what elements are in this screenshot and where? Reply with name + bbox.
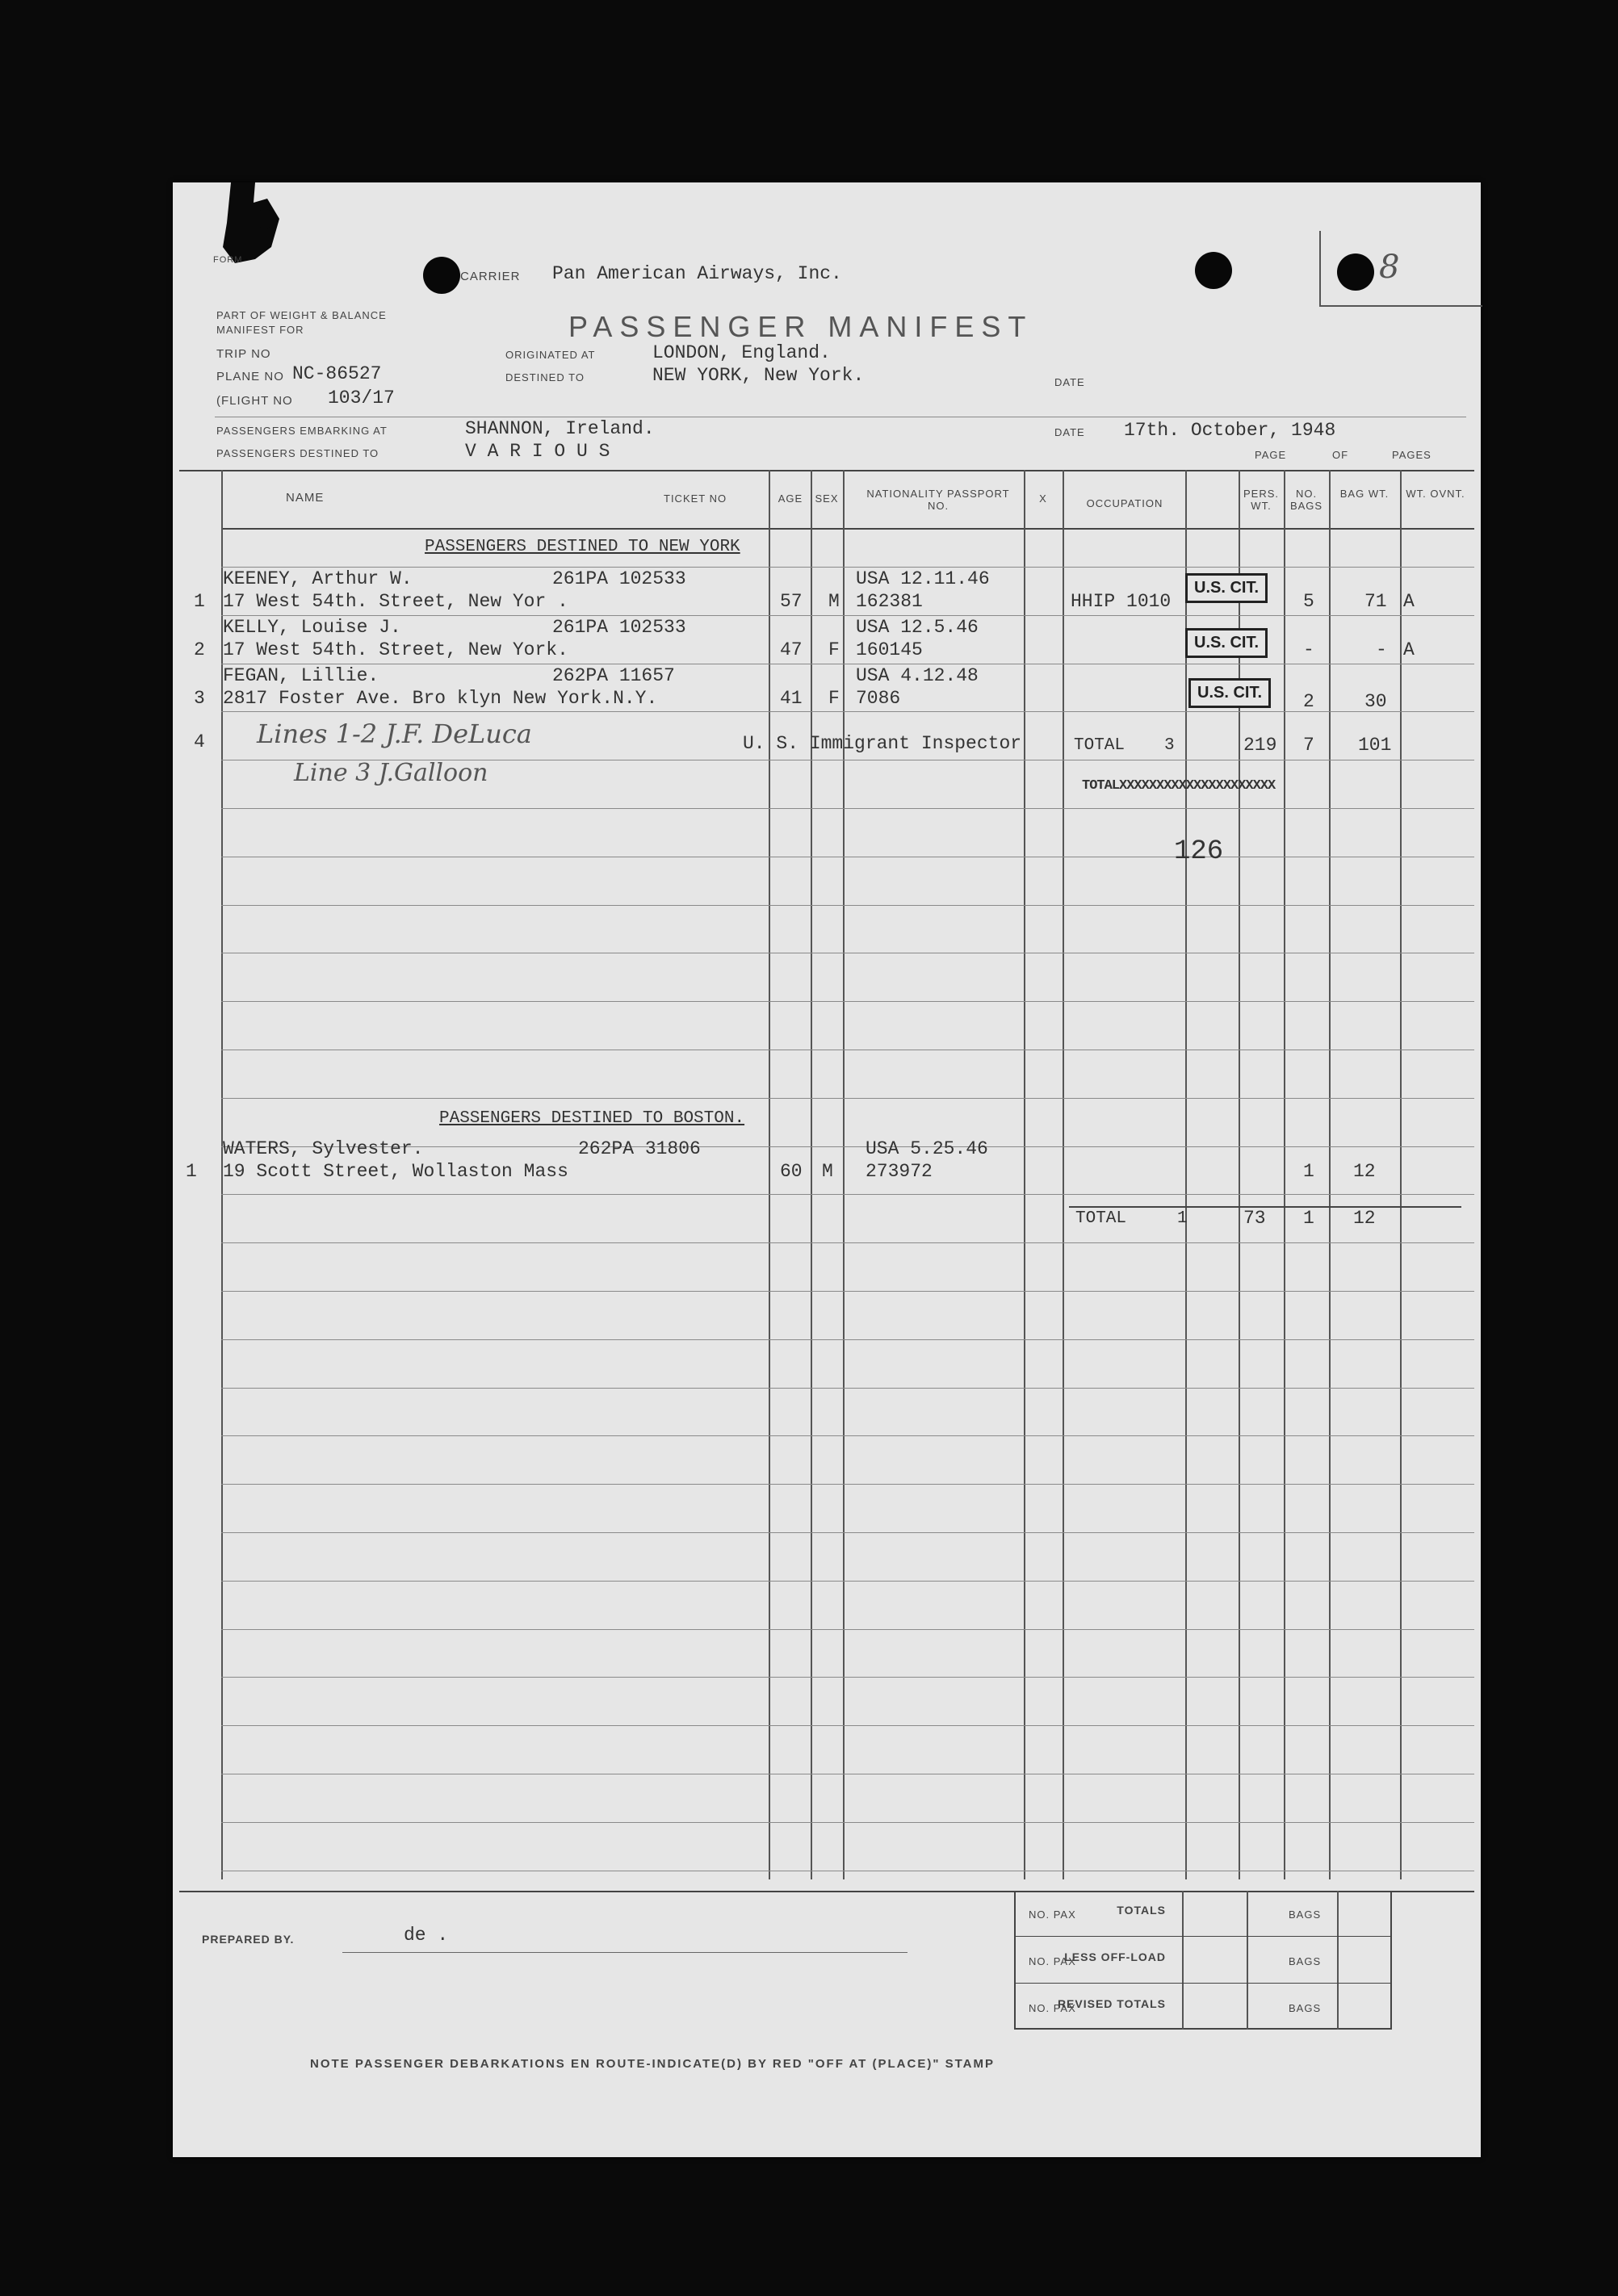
- flight-value: 103/17: [328, 388, 395, 409]
- totals-box-row-1: [1014, 1936, 1390, 1937]
- table-row-rule: [221, 905, 1474, 906]
- no-bags: 5: [1303, 591, 1314, 612]
- us-citizen-stamp: U.S. CIT.: [1185, 573, 1268, 603]
- row-number: 2: [194, 639, 205, 660]
- passport-no: 160145: [856, 639, 923, 660]
- ticket-no: 262PA 31806: [578, 1138, 701, 1159]
- part-of-label: PART OF WEIGHT & BALANCE MANIFEST FOR: [216, 309, 387, 336]
- passport-no: 273972: [866, 1161, 933, 1182]
- boston-total-bags: 1: [1303, 1208, 1314, 1229]
- col-rule-bags: [1284, 470, 1285, 1879]
- no-bags: 1: [1303, 1161, 1314, 1182]
- ticket-no: 262PA 11657: [552, 665, 675, 686]
- sex: F: [828, 639, 840, 660]
- nationality: USA 12.11.46: [856, 568, 990, 589]
- footer-note: NOTE PASSENGER DEBARKATIONS EN ROUTE-INDICATE(D) BY RED "OFF AT (PLACE)" STAMP: [310, 2057, 996, 2071]
- row-number: 1: [194, 591, 205, 612]
- nationality: USA 12.5.46: [856, 617, 979, 638]
- prepared-by-label: PREPARED BY.: [202, 1933, 295, 1946]
- age: 47: [780, 639, 803, 660]
- table-row-rule: [221, 1822, 1474, 1823]
- punch-hole-center: [1195, 252, 1232, 289]
- table-row-rule: [221, 1001, 1474, 1002]
- inspector-signature-1: Lines 1-2 J.F. DeLuca: [257, 719, 532, 749]
- row-number: 4: [194, 731, 205, 752]
- prepared-by-line: [342, 1952, 908, 1953]
- passenger-address: 17 West 54th. Street, New York.: [223, 639, 568, 660]
- col-header-age: AGE: [778, 492, 803, 505]
- section-heading-new-york: PASSENGERS DESTINED TO NEW YORK: [425, 538, 740, 556]
- passenger-address: 2817 Foster Ave. Bro klyn New York.N.Y.: [223, 688, 658, 709]
- col-header-nationality: NATIONALITY PASSPORT NO.: [866, 488, 1010, 512]
- less-offload-label: LESS OFF-LOAD: [1064, 1950, 1166, 1963]
- table-row-rule: [221, 1581, 1474, 1582]
- totals-box-row-2: [1014, 1983, 1390, 1984]
- totals-box-div-3: [1337, 1891, 1339, 2030]
- age: 41: [780, 688, 803, 709]
- plane-label: PLANE NO: [216, 370, 284, 383]
- passport-no: 7086: [856, 688, 901, 709]
- carrier-value: Pan American Airways, Inc.: [552, 263, 842, 284]
- date-label: DATE: [1054, 426, 1085, 438]
- ticket-no: 261PA 102533: [552, 568, 686, 589]
- wt-ovnt: A: [1403, 639, 1415, 660]
- section-heading-boston: PASSENGERS DESTINED TO BOSTON.: [439, 1109, 745, 1128]
- bag-wt: -: [1376, 639, 1387, 660]
- ticket-no: 261PA 102533: [552, 617, 686, 638]
- sex: M: [828, 591, 840, 612]
- embarking-value: SHANNON, Ireland.: [465, 418, 655, 439]
- col-rule-ovnt: [1400, 470, 1402, 1879]
- bags-label-2: BAGS: [1289, 1955, 1322, 1967]
- sex: F: [828, 688, 840, 709]
- col-header-wt-ovnt: WT. OVNT.: [1406, 488, 1465, 500]
- boston-total-count: 1: [1177, 1209, 1188, 1228]
- col-rule-x: [1063, 470, 1064, 1879]
- trip-label: TRIP NO: [216, 347, 271, 361]
- date-value: 17th. October, 1948: [1124, 420, 1336, 441]
- table-row-rule: [221, 1098, 1474, 1099]
- age: 60: [780, 1161, 803, 1182]
- col-rule-occ: [1185, 470, 1187, 1879]
- flight-label: (FLIGHT NO: [216, 394, 293, 408]
- pass-destined-label: PASSENGERS DESTINED TO: [216, 447, 379, 459]
- date-label-top: DATE: [1054, 376, 1085, 388]
- no-pax-label-2: NO. PAX: [1029, 1955, 1076, 1967]
- punch-hole-left: [423, 257, 460, 294]
- bags-label-1: BAGS: [1289, 1908, 1322, 1921]
- col-rule-age: [811, 470, 812, 1879]
- table-row-rule: [221, 808, 1474, 809]
- manifest-page: [173, 182, 1481, 2157]
- table-row-rule: [221, 1677, 1474, 1678]
- passenger-name: KELLY, Louise J.: [223, 617, 401, 638]
- col-header-bag-wt: BAG WT.: [1339, 488, 1390, 500]
- row-number: 3: [194, 688, 205, 709]
- col-rule-sex: [843, 470, 845, 1879]
- no-pax-label-1: NO. PAX: [1029, 1908, 1076, 1921]
- page-number-handwritten: 8: [1379, 249, 1400, 286]
- no-pax-label-3: NO. PAX: [1029, 2002, 1076, 2014]
- inspector-title: U. S. Immigrant Inspector: [743, 733, 1022, 754]
- col-header-name: NAME: [286, 491, 325, 505]
- page-number-box: [1319, 231, 1482, 307]
- ny-total-label: TOTAL: [1074, 736, 1125, 755]
- passenger-name: FEGAN, Lillie.: [223, 665, 379, 686]
- age: 57: [780, 591, 803, 612]
- table-row-rule: [221, 1435, 1474, 1436]
- embarking-label: PASSENGERS EMBARKING AT: [216, 425, 388, 437]
- table-row-rule: [221, 1532, 1474, 1533]
- nationality: USA 5.25.46: [866, 1138, 988, 1159]
- header-row-rule: [221, 528, 1474, 530]
- table-row-rule: [221, 1194, 1474, 1195]
- table-row-rule: [221, 1388, 1474, 1389]
- nationality: USA 4.12.48: [856, 665, 979, 686]
- plane-value: NC-86527: [292, 363, 382, 384]
- passenger-address: 19 Scott Street, Wollaston Mass: [223, 1161, 568, 1182]
- table-row-rule: [221, 1484, 1474, 1485]
- table-row-rule: [221, 1725, 1474, 1726]
- table-row-rule: [221, 615, 1474, 616]
- passenger-name: WATERS, Sylvester.: [223, 1138, 424, 1159]
- boston-total-pers-wt: 73: [1243, 1208, 1266, 1229]
- pass-destined-value: V A R I O U S: [465, 441, 610, 462]
- col-header-no-bags: NO. BAGS: [1289, 488, 1323, 512]
- table-row-rule: [221, 1339, 1474, 1340]
- no-bags: 2: [1303, 691, 1314, 712]
- no-bags: -: [1303, 639, 1314, 660]
- ny-total-count: 3: [1164, 736, 1175, 755]
- carrier-label: CARRIER: [460, 270, 521, 283]
- table-row-rule: [221, 1629, 1474, 1630]
- pages-label: PAGES: [1392, 449, 1431, 461]
- col-rule-nat: [1024, 470, 1025, 1879]
- bag-wt: 12: [1353, 1161, 1376, 1182]
- totals-label: TOTALS: [1117, 1904, 1166, 1917]
- bag-wt: 30: [1364, 691, 1387, 712]
- passport-no: 162381: [856, 591, 923, 612]
- col-rule-bagwt: [1329, 470, 1331, 1879]
- col-header-occupation: OCCUPATION: [1086, 497, 1163, 509]
- col-rule-name: [769, 470, 770, 1879]
- col-header-ticket: TICKET NO: [664, 492, 727, 505]
- table-row-rule: [221, 1291, 1474, 1292]
- page-title: PASSENGER MANIFEST: [568, 310, 1033, 343]
- table-row-rule: [221, 711, 1474, 712]
- form-label: FORM: [213, 255, 243, 265]
- passenger-address: 17 West 54th. Street, New Yor .: [223, 591, 568, 612]
- inspector-signature-2: Line 3 J.Galloon: [294, 759, 488, 787]
- bags-label-3: BAGS: [1289, 2002, 1322, 2014]
- us-citizen-stamp: U.S. CIT.: [1188, 678, 1271, 708]
- us-citizen-stamp: U.S. CIT.: [1185, 628, 1268, 658]
- row-number: 1: [186, 1161, 197, 1182]
- boston-total-bag-wt: 12: [1353, 1208, 1376, 1229]
- ny-total-bag-wt: 101: [1358, 735, 1392, 756]
- ny-total-pers-wt: 219: [1243, 735, 1277, 756]
- passenger-name: KEENEY, Arthur W.: [223, 568, 413, 589]
- ny-total-bags: 7: [1303, 735, 1314, 756]
- totals-box-div-2: [1247, 1891, 1248, 2030]
- sex: M: [822, 1161, 833, 1182]
- revised-totals-label: REVISED TOTALS: [1057, 1997, 1166, 2010]
- col-header-x: X: [1039, 492, 1047, 505]
- page-label: PAGE: [1255, 449, 1287, 461]
- table-row-rule: [221, 567, 1474, 568]
- col-header-pers-wt: PERS. WT.: [1243, 488, 1279, 512]
- prepared-by-value: de .: [404, 1925, 449, 1946]
- handwritten-total: 126: [1174, 836, 1224, 867]
- col-header-sex: SEX: [815, 492, 839, 505]
- occupation: HHIP 1010: [1071, 591, 1172, 612]
- originated-label: ORIGINATED AT: [505, 349, 596, 361]
- table-top-rule: [179, 470, 1474, 471]
- destined-label: DESTINED TO: [505, 371, 585, 383]
- originated-value: LONDON, England.: [652, 342, 831, 363]
- wt-ovnt: A: [1403, 591, 1415, 612]
- boston-total-label: TOTAL: [1075, 1209, 1127, 1228]
- bag-wt: 71: [1364, 591, 1387, 612]
- totals-box-div-1: [1182, 1891, 1184, 2030]
- struck-total: TOTALXXXXXXXXXXXXXXXXXXXXX: [1082, 778, 1276, 794]
- of-label: OF: [1332, 449, 1349, 461]
- destined-value: NEW YORK, New York.: [652, 365, 865, 386]
- table-row-rule: [221, 1242, 1474, 1243]
